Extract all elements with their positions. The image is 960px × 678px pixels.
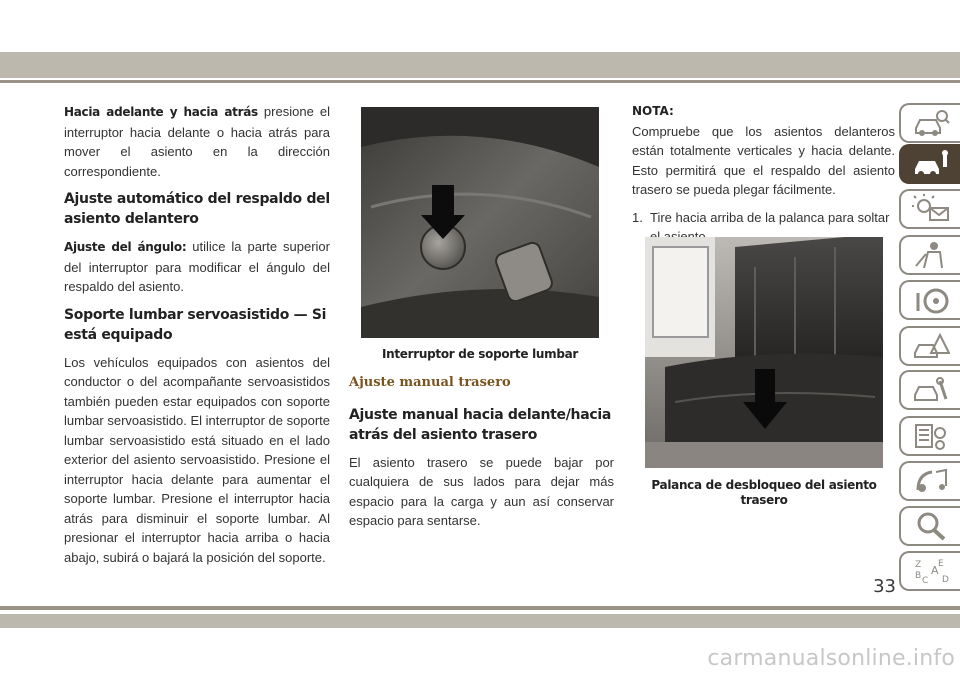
search-icon	[912, 511, 950, 541]
heading-rear-manual: Ajuste manual hacia delante/hacia atrás del asiento trasero	[349, 406, 612, 443]
car-info-icon	[912, 108, 950, 138]
note-label: NOTA:	[632, 104, 674, 118]
warning-lights-icon	[912, 194, 950, 224]
tab-steering-wheel[interactable]	[899, 280, 960, 320]
caption-rear-seat-release: Palanca de desbloqueo del asiento trasero	[651, 478, 877, 507]
step-1-text: Tire hacia arriba de la palanca para soltar	[650, 209, 890, 225]
tab-emergency[interactable]	[899, 326, 960, 366]
photo-rear-seat-release	[645, 237, 883, 468]
tab-car-info[interactable]	[899, 103, 960, 143]
paragraph-lumbar: Los vehículos equipados con asientos del conductor o del acompañante servoasistidos también pueden estar equipados con soporte lumbar servoasistido. El interruptor de soporte lumbar servoasistido está situado en el lado exterior del asiento servoasistido. Presione el interruptor hacia delante para aumentar el soporte lumbar. Presione el interruptor hacia atrás para disminuir el soporte lumbar. Al presionar el interruptor hacia arriba o hacia abajo, subirá o bajará la posición del soporte.	[64, 354, 330, 565]
column-middle	[349, 373, 614, 539]
tab-specifications[interactable]	[899, 416, 960, 456]
paragraph-forward-backward	[64, 102, 330, 181]
car-key-icon	[912, 149, 950, 179]
alphabetical-index-icon	[912, 556, 950, 586]
svg-text:B: B	[914, 571, 921, 581]
note-text: Compruebe que los asientos delanteros están totalmente verticales y hacia delante. Esto permitirá que el respaldo del asiento trasero se pueda plegar fácilmente.	[632, 123, 895, 197]
section-title-rear-manual: Ajuste manual trasero	[349, 375, 511, 390]
emergency-icon	[912, 331, 950, 361]
rear-seat-illustration	[645, 237, 883, 468]
servicing-icon	[912, 375, 950, 405]
svg-text:C: C	[921, 576, 928, 586]
footer-rule	[0, 606, 960, 610]
tab-search[interactable]	[899, 506, 960, 546]
tab-alphabetical-index[interactable]	[899, 551, 960, 591]
footer-bar	[0, 614, 960, 628]
tab-safety[interactable]	[899, 235, 960, 275]
svg-text:D: D	[941, 575, 949, 585]
step-1-number: 1.	[632, 209, 643, 225]
safety-icon	[912, 240, 950, 270]
lumbar-switch-illustration	[361, 107, 599, 338]
heading-lumbar: Soporte lumbar servoasistido — Si está equipado	[64, 306, 327, 343]
page-number: 33	[873, 576, 896, 597]
tab-servicing[interactable]	[899, 370, 960, 410]
text-forward-backward: presione el interruptor hacia delante o hacia atrás para mover el asiento en la dirección correspondiente.	[64, 104, 330, 179]
text-angle: utilice la parte superior del interruptor para modificar el ángulo del respaldo del asiento.	[64, 239, 330, 294]
header-rule	[0, 80, 960, 83]
paragraph-rear-manual: El asiento trasero se puede bajar por cualquiera de sus lados para dejar más espacio para la carga y aun así conservar espacio para sentarse.	[349, 454, 614, 528]
paragraph-angle	[64, 237, 330, 297]
runin-forward-backward: Hacia adelante y hacia atrás	[64, 105, 258, 119]
multimedia-icon	[912, 466, 950, 496]
svg-text:A: A	[930, 564, 939, 577]
runin-angle: Ajuste del ángulo:	[64, 240, 187, 254]
specifications-icon	[912, 421, 950, 451]
tab-multimedia[interactable]	[899, 461, 960, 501]
tab-car-key[interactable]	[899, 144, 960, 184]
column-left	[64, 102, 330, 575]
header-bar	[0, 52, 960, 78]
photo-lumbar-switch	[361, 107, 599, 338]
watermark: carmanualsonline.info	[707, 646, 955, 671]
tab-warning-lights[interactable]	[899, 189, 960, 229]
svg-text:E: E	[937, 559, 944, 569]
column-right	[632, 102, 895, 247]
steering-wheel-icon	[912, 285, 950, 315]
heading-auto-backrest: Ajuste automático del respaldo del asiento delantero	[64, 191, 330, 227]
caption-lumbar-switch: Interruptor de soporte lumbar	[381, 347, 579, 361]
svg-text:Z: Z	[914, 560, 921, 570]
